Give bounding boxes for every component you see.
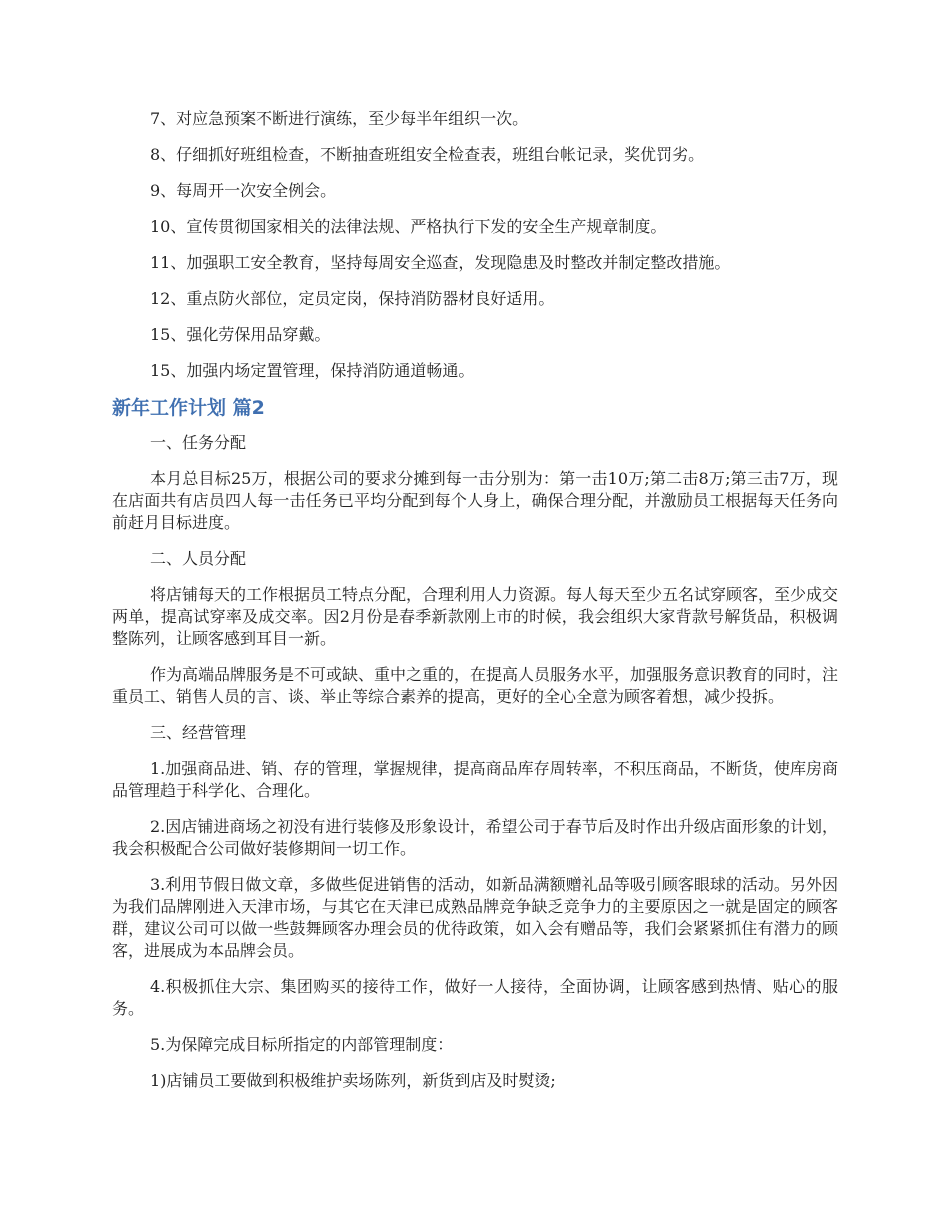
list-item: 9、每周开一次安全例会。	[150, 181, 337, 200]
section-heading: 新年工作计划 篇2	[112, 397, 265, 419]
subheading-staff-allocation: 二、人员分配	[150, 549, 247, 568]
paragraph: 5.为保障完成目标所指定的内部管理制度：	[150, 1035, 454, 1054]
list-item: 15、加强内场定置管理，保持消防通道畅通。	[150, 361, 475, 380]
subheading-operations: 三、经营管理	[150, 723, 247, 742]
list-item: 7、对应急预案不断进行演练，至少每半年组织一次。	[150, 109, 529, 128]
list-item: 11、加强职工安全教育，坚持每周安全巡查，发现隐患及时整改并制定整改措施。	[150, 253, 731, 272]
list-item: 12、重点防火部位，定员定岗，保持消防器材良好适用。	[150, 289, 555, 308]
paragraph: 1.加强商品进、销、存的管理，掌握规律，提高商品库存周转率，不积压商品，不断货，使库房商品管理趋于科学化、合理化。	[112, 759, 838, 800]
paragraph: 4.积极抓住大宗、集团购买的接待工作，做好一人接待，全面协调，让顾客感到热情、贴心的服务。	[112, 977, 838, 1018]
list-item: 8、仔细抓好班组检查，不断抽查班组安全检查表，班组台帐记录，奖优罚劣。	[150, 145, 705, 164]
document-body	[112, 108, 838, 1106]
paragraph: 3.利用节假日做文章，多做些促进销售的活动，如新品满额赠礼品等吸引顾客眼球的活动。另外因为我们品牌刚进入天津市场，与其它在天津已成熟品牌竞争缺乏竞争力的主要原因之一就是固定的顾客群，建议公司可以做一些鼓舞顾客办理会员的优待政策，如入会有赠品等，我们会紧紧抓住有潜力的顾客，进展成为本品牌会员。	[112, 875, 838, 960]
list-item: 15、强化劳保用品穿戴。	[150, 325, 331, 344]
list-item: 10、宣传贯彻国家相关的法律法规、严格执行下发的安全生产规章制度。	[150, 217, 667, 236]
paragraph: 2.因店铺进商场之初没有进行装修及形象设计，希望公司于春节后及时作出升级店面形象的计划，我会积极配合公司做好装修期间一切工作。	[112, 817, 838, 858]
paragraph: 作为高端品牌服务是不可或缺、重中之重的，在提高人员服务水平，加强服务意识教育的同时，注重员工、销售人员的言、谈、举止等综合素养的提高，更好的全心全意为顾客着想，减少投拆。	[112, 665, 839, 706]
paragraph: 将店铺每天的工作根据员工特点分配，合理利用人力资源。每人每天至少五名试穿顾客，至少成交两单，提高试穿率及成交率。因2月份是春季新款刚上市的时候，我会组织大家背款号解货品，积极调整陈列，让顾客感到耳目一新。	[112, 585, 839, 648]
paragraph: 本月总目标25万，根据公司的要求分摊到每一击分别为：第一击10万;第二击8万;第三击7万，现在店面共有店员四人每一击任务已平均分配到每个人身上，确保合理分配，并激励员工根据每天任务向前赶月目标进度。	[112, 469, 838, 532]
paragraph: 1)店铺员工要做到积极维护卖场陈列，新货到店及时熨烫;	[150, 1071, 556, 1090]
subheading-task-allocation: 一、任务分配	[150, 433, 247, 452]
